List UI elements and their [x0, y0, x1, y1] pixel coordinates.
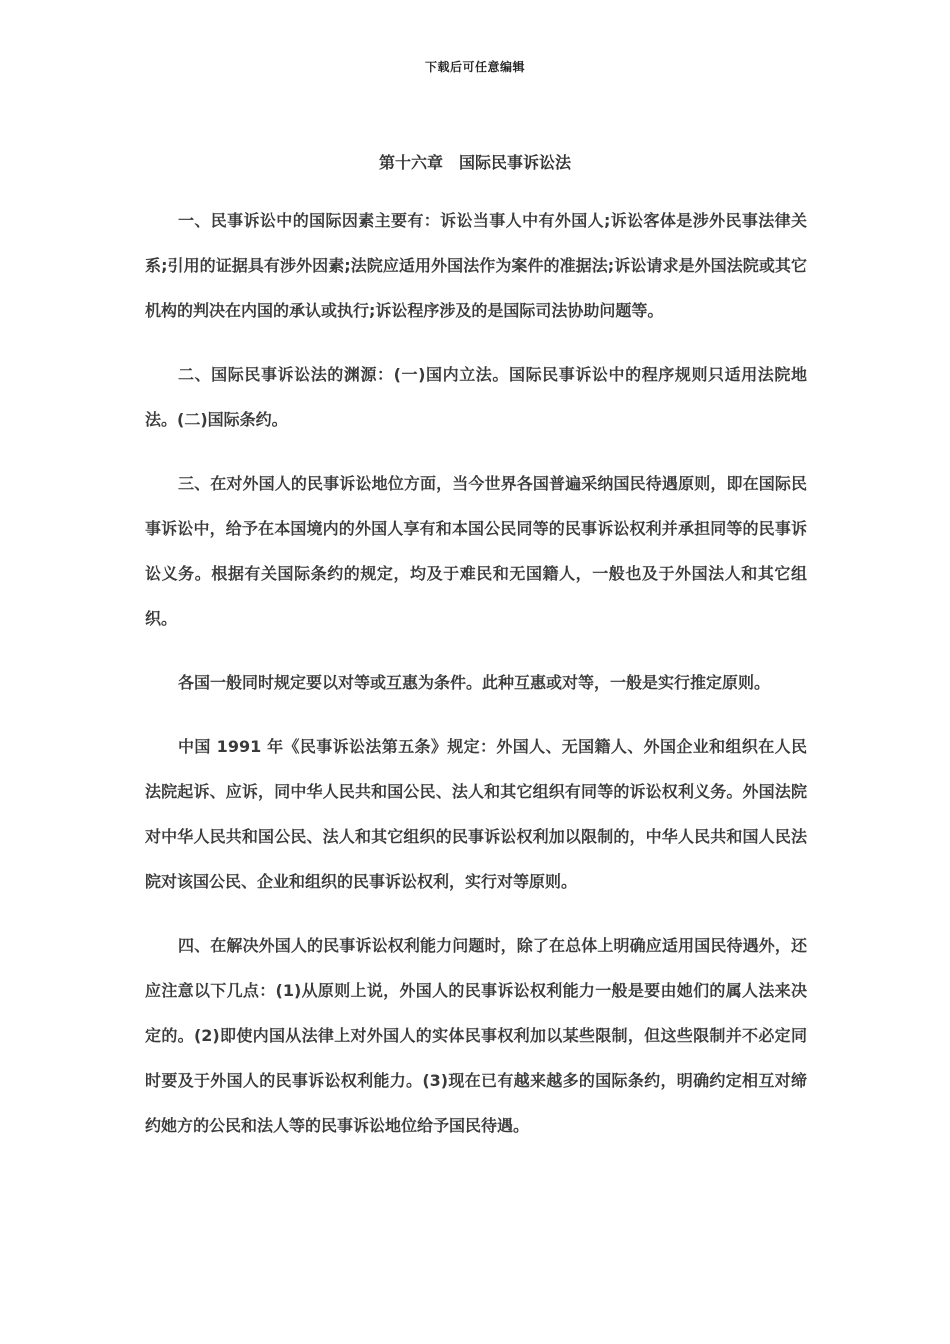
paragraph-litigation-capacity: 四、在解决外国人的民事诉讼权利能力问题时，除了在总体上明确应适用国民待遇外，还应注意以下几点：(1)从原则上说，外国人的民事诉讼权利能力一般是要由她们的属人法来决定的。(2)即使内国从法律上对外国人的实体民事权利加以某些限制，但这些限制并不必定同时要及于外国人的民事诉讼权利能力。(3)现在已有越来越多的国际条约，明确约定相互对缔约她方的公民和法人等的民事诉讼地位给予国民待遇。: [145, 936, 807, 1135]
paragraph-sources-of-law: 二、国际民事诉讼法的渊源：(一)国内立法。国际民事诉讼中的程序规则只适用法院地法。(二)国际条约。: [145, 365, 807, 429]
document-body: [145, 198, 807, 1167]
chapter-title: 第十六章 国际民事诉讼法: [378, 153, 571, 172]
paragraph-national-treatment: 三、在对外国人的民事诉讼地位方面，当今世界各国普遍采纳国民待遇原则，即在国际民事诉讼中，给予在本国境内的外国人享有和本国公民同等的民事诉讼权利并承担同等的民事诉讼义务。根据有关国际条约的规定，均及于难民和无国籍人，一般也及于外国法人和其它组织。: [145, 474, 807, 628]
paragraph-china-1991-law: 中国 1991 年《民事诉讼法第五条》规定：外国人、无国籍人、外国企业和组织在人民法院起诉、应诉，同中华人民共和国公民、法人和其它组织有同等的诉讼权利义务。外国法院对中华人民共和国公民、法人和其它组织的民事诉讼权利加以限制的，中华人民共和国人民法院对该国公民、企业和组织的民事诉讼权利，实行对等原则。: [145, 737, 807, 891]
paragraph-international-factors: 一、民事诉讼中的国际因素主要有：诉讼当事人中有外国人;诉讼客体是涉外民事法律关系;引用的证据具有涉外因素;法院应适用外国法作为案件的准据法;诉讼请求是外国法院或其它机构的判决在内国的承认或执行;诉讼程序涉及的是国际司法协助问题等。: [145, 211, 807, 320]
paragraph-reciprocity: 各国一般同时规定要以对等或互惠为条件。此种互惠或对等，一般是实行推定原则。: [178, 673, 771, 692]
header-note: 下载后可任意编辑: [424, 60, 525, 74]
